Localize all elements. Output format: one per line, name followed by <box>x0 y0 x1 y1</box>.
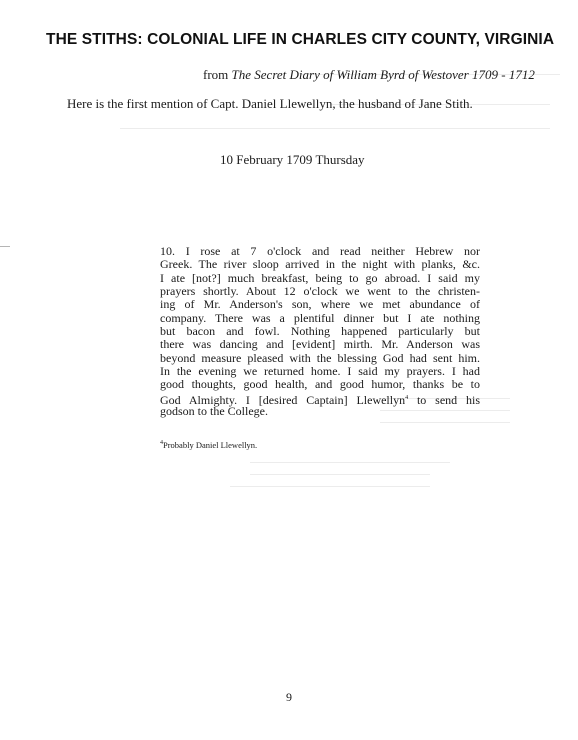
entry-line: 10. I rose at 7 o'clock and read neither Hebrew nor <box>160 244 480 258</box>
bleed-through-mark <box>380 422 510 423</box>
entry-line: godson to the College. <box>160 404 268 419</box>
entry-line: prayers shortly. About 12 o'clock we went to the christen- <box>160 284 480 299</box>
entry-line: company. There was a plentiful dinner but I ate nothing <box>160 310 480 325</box>
entry-line: In the evening we returned home. I said my prayers. I had <box>160 364 480 379</box>
footnote <box>160 440 257 450</box>
entry-date: 10 February 1709 Thursday <box>220 152 365 167</box>
diary-entry <box>160 245 480 418</box>
entry-line-text: to send his <box>408 392 480 407</box>
entry-line: but bacon and fowl. Nothing happened particularly but <box>160 324 480 339</box>
footnote-marker: 4 <box>160 440 163 447</box>
source-title: The Secret Diary of William Byrd of Westover 1709 - 1712 <box>231 67 535 82</box>
entry-line: I ate [not?] much breakfast, being to go abroad. I said my <box>160 270 480 285</box>
bleed-through-mark <box>250 462 450 463</box>
source-prefix: from <box>203 67 232 82</box>
bleed-through-mark <box>120 128 550 129</box>
entry-line: beyond measure pleased with the blessing God had sent him. <box>160 350 480 365</box>
entry-line-with-footnote <box>160 392 480 405</box>
page-number: 9 <box>286 690 292 704</box>
footnote-reference: 4 <box>405 394 409 401</box>
source-citation <box>203 67 535 83</box>
footnote-text: Probably Daniel Llewellyn. <box>163 440 258 450</box>
document-title: THE STITHS: COLONIAL LIFE IN CHARLES CITY COUNTY, VIRGINIA <box>46 31 555 48</box>
scan-edge-mark <box>0 246 10 247</box>
entry-line: ing of Mr. Anderson's son, where we met abundance of <box>160 297 480 312</box>
intro-paragraph: Here is the first mention of Capt. Daniel Llewellyn, the husband of Jane Stith. <box>67 96 473 111</box>
bleed-through-mark <box>230 486 430 487</box>
entry-line: good thoughts, good health, and good humor, thanks be to <box>160 377 480 392</box>
bleed-through-mark <box>250 474 430 475</box>
entry-line: Greek. The river sloop arrived in the night with planks, &c. <box>160 257 480 272</box>
entry-line: there was dancing and [evident] mirth. Mr. Anderson was <box>160 337 480 352</box>
entry-line-text: God Almighty. I [desired Captain] Llewellyn <box>160 392 406 407</box>
